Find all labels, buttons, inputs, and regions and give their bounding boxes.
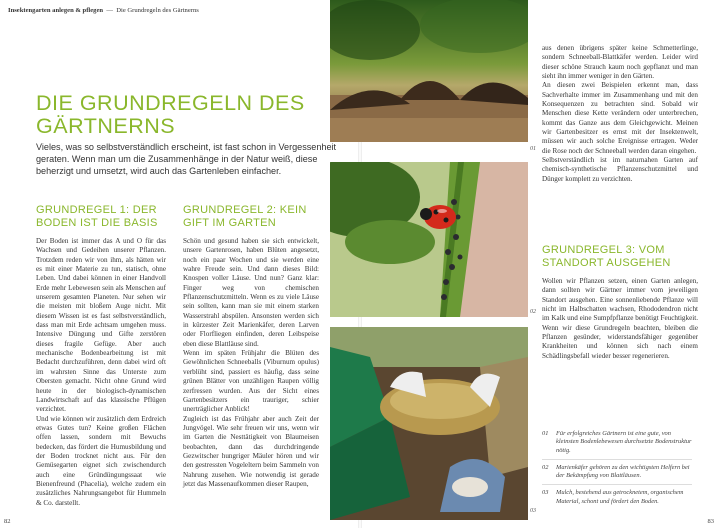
rule2-column <box>183 237 319 489</box>
right-paragraph-1: aus denen übrigens später keine Schmetterlinge, sondern Schneeball-Blattkäfer werden. Leider wird dieser schöne Strauch kaum noch gepflanzt und man sieht ihn immer weniger in den Gärten. <box>542 44 698 81</box>
page-number-left: 82 <box>4 518 11 525</box>
rule2-paragraph-3: Zugleich ist das Frühjahr aber auch Zeit der Jungvögel. Wie sehr freuen wir uns, wenn wir im Garten die Nesttätigkeit von Blaumeisen beobachten, dann das durchdringende Gezwitscher hungriger Mäuler hören und wir den gestressten Vogeleltern beim Sammeln von Nahrung zusehen. Wie notwendig ist gerade jetzt das Massenaufkommen dieser Raupen, <box>183 414 319 488</box>
rule2-paragraph-1: Schön und gesund haben sie sich entwickelt, unsere Gartenrosen, haben Blüten angesetzt, noch ein paar Wochen und sie werden eine wahre Freude sein. Und dann dieses Bild: Knospen voller Läuse. Und nun? Ganz klar: Finger weg von chemischen Pflanzenschutzmitteln. Wenn es zu viele Läuse sein sollten, kann man sie mit einem starken Wasserstrahl abspülen. Ansonsten werden sich in kürzester Zeit Marienkäfer, deren Larven oder Florfliegen einfinden, deren Leibspeise eben diese Blattläuse sind. <box>183 237 319 348</box>
page-number-right: 83 <box>707 518 714 525</box>
rule1-column <box>36 237 166 508</box>
rule3-heading: GRUNDREGEL 3: VOM STANDORT AUSGEHEN <box>542 244 671 269</box>
photo-number-02: 02 <box>530 309 536 315</box>
rule1-heading: GRUNDREGEL 1: DER BODEN IST DIE BASIS <box>36 204 158 229</box>
intro-paragraph: Vieles, was so selbstverständlich erscheint, ist fast schon in Vergessenheit geraten. Wenn man um die Zusammenhänge in der Natur weiß, diese beherzigt und umsetzt, wird auch das Gartenleben einfacher. <box>36 142 337 176</box>
photo-number-01: 01 <box>530 146 536 152</box>
right-paragraph-3: Selbstverständlich ist im naturnahen Garten auf chemisch-synthetische Pflanzenschutzmittel und Dünger komplett zu verzichten. <box>542 156 698 183</box>
rule3-column <box>542 277 698 361</box>
ladybug-aphids-photo <box>330 162 528 317</box>
mulch-hands-photo <box>330 327 528 520</box>
caption-02 <box>542 464 692 481</box>
caption-number: 01 <box>542 430 549 437</box>
page-title: DIE GRUNDREGELN DES GÄRTNERNS <box>36 91 305 138</box>
caption-text: Mulch, bestehend aus getrocknetem, organischem Material, schont und fördert den Boden. <box>556 489 684 505</box>
rule2-paragraph-2: Wenn im späten Frühjahr die Blüten des Gewöhnlichen Schneeballs (Viburnum opulus) verblüht sind, passiert es häufig, dass seine grünen Blätter von unzähligen Raupen völlig zerfressen wurden. Aus der Sicht eines Gartenbesitzers ein trauriger, schier unerträglicher Anblick! <box>183 349 319 414</box>
right-paragraph-2: An diesen zwei Beispielen erkennt man, dass Sachverhalte immer im Zusammenhang und mit den Konsequenzen zu betrachten sind. Sobald wir Menschen diese Kette verändern oder unterbrechen, kommt das Ganze aus dem Gleichgewicht. Meinen wir Gartenbesitzer es ernst mit der Insektenwelt, müssen wir auch solche Ereignisse ertragen. Weder die Rose noch der Schneeball werden daran eingehen. <box>542 81 698 155</box>
right-column <box>542 44 698 184</box>
rule3-paragraph-1: Wollen wir Pflanzen setzen, einen Garten anlegen, dann sollten wir Gärtner immer vom jeweiligen Standort ausgehen. Eine sonnenliebende Pflanze will nicht im Halbschatten wachsen, Rhododendron nicht im Kalk und eine Sumpfpflanze benötigt Feuchtigkeit. Wenn wir diese Grundregeln beachten, bleiben die Pflanzen gesünder, widerstandsfähiger gegenüber Krankheiten und können sich nach einem Schädlingsbefall wieder besser regenerieren. <box>542 277 698 360</box>
caption-text: Für erfolgreiches Gärtnern ist eine gute, von kleinsten Bodenlebewesen durchsetzte Bodenstruktur nötig. <box>556 430 692 454</box>
running-head-section: Insektengarten anlegen & pflegen <box>8 7 104 14</box>
caption-text: Marienkäfer gehören zu den wichtigsten Helfern bei der Bekämpfung von Blattläusen. <box>556 463 690 480</box>
running-head-chapter: Die Grundregeln des Gärtnerns <box>116 7 199 14</box>
caption-01 <box>542 430 692 455</box>
running-head-separator: — <box>106 7 113 14</box>
rule1-paragraph-2: Und wie können wir zusätzlich dem Erdreich etwas Gutes tun? Keine großen Flächen offen lassen, sondern mit Bewuchs bedecken, das fördert die Humusbildung und der Boden trocknet nicht aus. Für den Gemüsegarten eignet sich zwischendurch auch eine Gründüngungssaat wie Bienenfreund (Phacelia), welche zudem ein zusätzliches Nahrungsangebot für Hummeln & Co. darstellt. <box>36 414 166 507</box>
soil-mounds-photo <box>330 0 528 142</box>
caption-number: 03 <box>542 489 549 497</box>
caption-03 <box>542 489 692 506</box>
rule2-heading: GRUNDREGEL 2: KEIN GIFT IM GARTEN <box>183 204 307 229</box>
running-head <box>8 7 199 14</box>
photo-captions <box>542 430 692 510</box>
caption-number: 02 <box>542 463 549 471</box>
rule1-paragraph-1: Der Boden ist immer das A und O für das Wachsen und Gedeihen unserer Pflanzen. Trotzdem reden wir von ihm, als hätten wir es mit einer Materie zu tun, statisch, ohne Leben. Und dabei können in einer Handvoll Erde mehr Lebewesen sein als Menschen auf unserem gesamten Planeten. Nur sehen wir die meisten mit bloßem Auge nicht. Mit diesem Wissen ist es fast selbstverständlich, dass man mit Erde achtsam umgehen muss. Intensive Düngung und Gifte zerstören dieses fragile Gefüge. Aber auch mechanische Bodenbearbeitung ist mit Bedacht durchzuführen, denn dabei wird oft im wahrsten Sinne das Unterste zum Obersten gemacht. Nicht ohne Grund wird heute in der biologisch-dynamischen Landwirtschaft auf das klassische Pflügen verzichtet. <box>36 237 166 414</box>
photo-number-03: 03 <box>530 508 536 514</box>
